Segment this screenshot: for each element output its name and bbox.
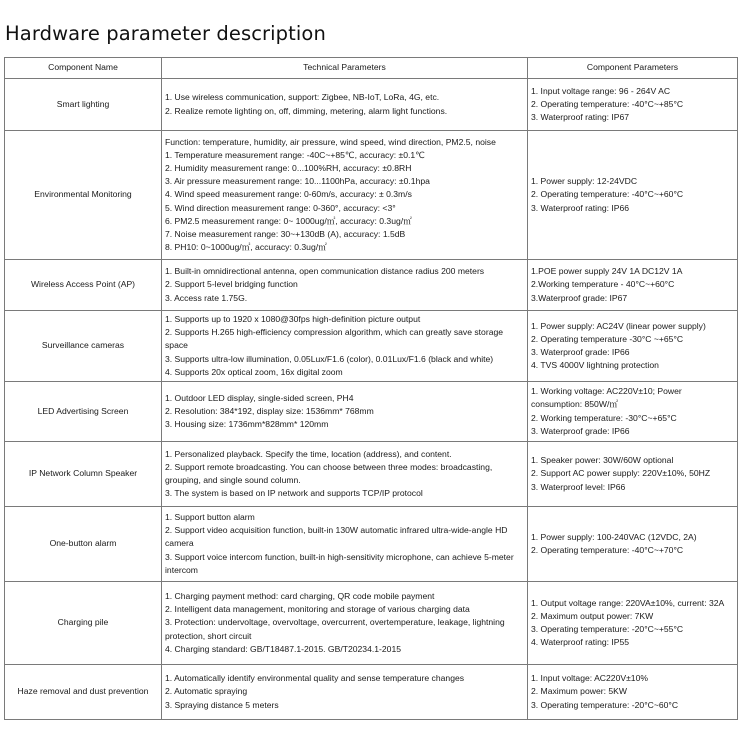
parameter-line: 2. Operating temperature: -40°C~+70°C: [531, 545, 684, 555]
technical-line: 1. Use wireless communication, support: Zigbee, NB-IoT, LoRa, 4G, etc.: [165, 92, 440, 103]
technical-line: 1. Supports up to 1920 x 1080@30fps high-definition picture output: [165, 314, 421, 325]
technical-line: 2. Humidity measurement range: 0...100%RH, accuracy: ±0.8RH: [165, 163, 412, 174]
technical-line: 4. Charging standard: GB/T18487.1-2015. GB/T20234.1-2015: [165, 643, 402, 654]
technical-line: 8. PH10: 0~1000ug/㎡, accuracy: 0.3ug/㎡: [165, 241, 327, 252]
parameter-line: 2. Operating temperature: -40°C~+60°C: [531, 189, 684, 200]
technical-line: 6. PM2.5 measurement range: 0~ 1000ug/㎡, accuracy: 0.3ug/㎡: [165, 215, 412, 226]
technical-line: 3. The system is based on IP network and supports TCP/IP protocol: [165, 488, 423, 499]
component-parameters-cell: [528, 507, 738, 582]
technical-parameters-cell: [162, 260, 528, 311]
page-title: Hardware parameter description: [5, 22, 326, 45]
component-name-cell: Environmental Monitoring: [5, 131, 162, 260]
component-parameters-cell: [528, 582, 738, 665]
component-name-cell: IP Network Column Speaker: [5, 442, 162, 507]
component-name-cell: LED Advertising Screen: [5, 382, 162, 442]
technical-line: 2. Intelligent data management, monitoring and storage of various charging data: [165, 604, 470, 615]
parameter-line: 4. TVS 4000V lightning protection: [531, 360, 659, 371]
parameter-line: 3. Operating temperature: -20°C~+55°C: [531, 624, 684, 634]
parameter-line: 2. Working temperature: -30°C~+65°C: [531, 412, 677, 423]
component-parameters-cell: [528, 382, 738, 442]
technical-line: 3. Air pressure measurement range: 10...1100hPa, accuracy: ±0.1hpa: [165, 176, 430, 187]
table-row: [5, 311, 738, 382]
parameter-line: 1.POE power supply 24V 1A DC12V 1A: [531, 266, 683, 277]
technical-line: 3. Housing size: 1736mm*828mm* 120mm: [165, 419, 329, 430]
parameter-line: 1. Input voltage: AC220V±10%: [531, 673, 648, 684]
technical-line: 2. Support video acquisition function, built-in 130W automatic infrared ultra-wide-angle HD camera: [165, 525, 508, 549]
technical-parameters-cell: [162, 382, 528, 442]
technical-line: 3. Protection: undervoltage, overvoltage, overcurrent, overtemperature, leakage, lightning protection, short circuit: [165, 617, 505, 641]
technical-line: 4. Supports 20x optical zoom, 16x digital zoom: [165, 366, 343, 377]
parameter-line: 3. Operating temperature: -20°C~60°C: [531, 699, 679, 710]
component-name-cell: One-button alarm: [5, 507, 162, 582]
technical-parameters-cell: [162, 507, 528, 582]
component-name-cell: Surveillance cameras: [5, 311, 162, 382]
parameter-line: 2.Working temperature - 40°C~+60°C: [531, 279, 675, 290]
technical-parameters-cell: [162, 665, 528, 720]
parameter-line: 1. Power supply: AC24V (linear power supply): [531, 320, 706, 331]
technical-line: 2. Resolution: 384*192, display size: 1536mm* 768mm: [165, 405, 374, 416]
parameter-line: 1. Speaker power: 30W/60W optional: [531, 455, 674, 466]
parameter-line: 3.Waterproof grade: IP67: [531, 292, 628, 303]
parameter-line: 2. Support AC power supply: 220V±10%, 50HZ: [531, 468, 711, 479]
table-row: [5, 442, 738, 507]
table-row: [5, 582, 738, 665]
technical-line: 1. Automatically identify environmental quality and sense temperature changes: [165, 673, 465, 684]
parameter-line: 1. Working voltage: AC220V±10; Power consumption: 850W/㎡: [531, 386, 682, 410]
table-row: [5, 131, 738, 260]
parameter-line: 1. Power supply: 100-240VAC (12VDC, 2A): [531, 531, 697, 542]
technical-parameters-cell: [162, 582, 528, 665]
technical-line: 1. Support button alarm: [165, 512, 255, 523]
component-name-cell: Haze removal and dust prevention: [5, 665, 162, 720]
table-row: [5, 79, 738, 131]
component-name-cell: Smart lighting: [5, 79, 162, 131]
technical-line: 1. Temperature measurement range: -40C~+85℃, accuracy: ±0.1℃: [165, 150, 425, 161]
technical-line: 3. Access rate 1.75G.: [165, 292, 248, 303]
technical-line: 1. Charging payment method: card charging, QR code mobile payment: [165, 591, 435, 602]
technical-line: 7. Noise measurement range: 30~+130dB (A), accuracy: 1.5dB: [165, 228, 406, 239]
header-technical-parameters: Technical Parameters: [162, 58, 528, 79]
parameter-line: 3. Waterproof rating: IP67: [531, 112, 630, 123]
parameter-line: 2. Operating temperature: -40°C~+85°C: [531, 98, 684, 109]
component-parameters-cell: [528, 442, 738, 507]
header-row: [5, 58, 738, 79]
technical-line: 4. Wind speed measurement range: 0-60m/s, accuracy: ± 0.3m/s: [165, 189, 412, 200]
technical-parameters-cell: [162, 311, 528, 382]
parameter-line: 1. Power supply: 12-24VDC: [531, 176, 638, 187]
technical-parameters-cell: [162, 442, 528, 507]
table-row: [5, 382, 738, 442]
parameter-line: 3. Waterproof level: IP66: [531, 481, 626, 492]
parameter-line: 3. Waterproof grade: IP66: [531, 347, 630, 357]
component-name-cell: Wireless Access Point (AP): [5, 260, 162, 311]
technical-line: 2. Support 5-level bridging function: [165, 279, 298, 290]
technical-line: 5. Wind direction measurement range: 0-360°, accuracy: <3°: [165, 202, 396, 213]
component-name-cell: Charging pile: [5, 582, 162, 665]
parameter-line: 4. Waterproof rating: IP55: [531, 637, 630, 648]
parameter-line: 3. Waterproof rating: IP66: [531, 202, 630, 213]
table-row: [5, 665, 738, 720]
parameter-line: 2. Operating temperature -30°C ~+65°C: [531, 333, 684, 344]
component-parameters-cell: [528, 311, 738, 382]
technical-line: 2. Supports H.265 high-efficiency compression algorithm, which can greatly save storage space: [165, 327, 504, 351]
technical-parameters-cell: [162, 79, 528, 131]
technical-line: 2. Support remote broadcasting. You can choose between three modes: broadcasting, grouping, and single sound column.: [165, 461, 493, 485]
component-parameters-cell: [528, 131, 738, 260]
component-parameters-cell: [528, 79, 738, 131]
parameter-line: 3. Waterproof grade: IP66: [531, 425, 630, 436]
technical-line: 1. Personalized playback. Specify the time, location (address), and content.: [165, 448, 452, 459]
parameter-table: [4, 57, 738, 720]
table-row: [5, 507, 738, 582]
technical-line: 2. Realize remote lighting on, off, dimming, metering, alarm light functions.: [165, 105, 448, 116]
table-row: [5, 260, 738, 311]
parameter-line: 1. Input voltage range: 96 - 264V AC: [531, 85, 671, 96]
parameter-line: 2. Maximum output power: 7KW: [531, 610, 654, 621]
technical-parameters-cell: [162, 131, 528, 260]
technical-line: 3. Supports ultra-low illumination, 0.05Lux/F1.6 (color), 0.01Lux/F1.6 (black and white): [165, 353, 494, 364]
parameter-line: 2. Maximum power: 5KW: [531, 686, 627, 697]
parameter-line: 1. Output voltage range: 220VA±10%, current: 32A: [531, 597, 725, 608]
technical-line: Function: temperature, humidity, air pressure, wind speed, wind direction, PM2.5, noise: [165, 137, 496, 148]
component-parameters-cell: [528, 260, 738, 311]
technical-line: 2. Automatic spraying: [165, 686, 248, 697]
header-component-parameters: Component Parameters: [528, 58, 738, 79]
technical-line: 3. Spraying distance 5 meters: [165, 699, 279, 710]
header-component-name: Component Name: [5, 58, 162, 79]
technical-line: 1. Outdoor LED display, single-sided screen, PH4: [165, 392, 354, 403]
technical-line: 3. Support voice intercom function, built-in high-sensitivity microphone, can achieve 5-meter intercom: [165, 551, 514, 575]
component-parameters-cell: [528, 665, 738, 720]
technical-line: 1. Built-in omnidirectional antenna, open communication distance radius 200 meters: [165, 266, 485, 277]
